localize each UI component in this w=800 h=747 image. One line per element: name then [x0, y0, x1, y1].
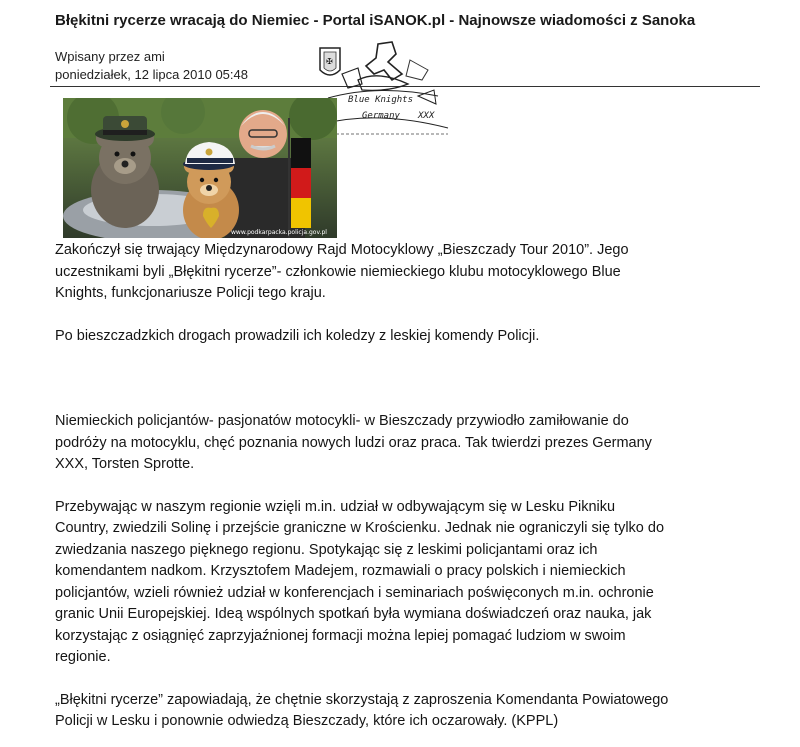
paragraph — [55, 411, 775, 476]
text-line: Przebywając w naszym regionie wzięli m.in. udział w odbywającym się w Lesku Pikniku — [55, 498, 616, 515]
author-line: Wpisany przez ami — [55, 49, 165, 64]
logo-line-3: XXX — [418, 111, 435, 121]
text-line: Knights, funkcjonariusze Policji tego kraju. — [55, 285, 326, 301]
paragraph — [55, 497, 775, 669]
text-line: Niemieckich policjantów- pasjonatów motocykli- w Bieszczady przywiodło zamiłowanie do — [55, 413, 629, 429]
text-line: korzystając z osiągnięć zaprzyjaźnionej formacji można lepiej pomagać ludziom w swoim — [55, 627, 626, 644]
text-line: policjantów, wzieli również udział w konferencjach i seminariach poświęconych m.in. ochronie — [55, 584, 654, 601]
logo-line-1: Blue Knights — [348, 95, 414, 105]
text-line: podróży na motocyklu, chęć poznania nowych ludzi oraz praca. Tak twierdzi prezes Germany — [55, 434, 652, 451]
text-line: regionie. — [55, 649, 111, 665]
svg-text:✠: ✠ — [326, 57, 333, 66]
paragraph — [55, 240, 775, 305]
text-line: Country, zwiedzili Solinę i przejście graniczne w Krościenku. Jednak nie ograniczyli się tylko do — [55, 520, 665, 536]
article-meta — [55, 48, 248, 84]
text-line: zwiedzania naszego pięknego regionu. Spotykając się z leskimi policjantami oraz ich — [55, 541, 598, 558]
text-line: „Błękitni rycerze” zapowiadają, że chętnie skorzystają z zaproszenia Komendanta Powiatowego — [55, 691, 669, 708]
text-line: Zakończył się trwający Międzynarodowy Rajd Motocyklowy „Bieszczady Tour 2010”. Jego — [55, 242, 629, 258]
logo-line-2: Germany — [362, 111, 400, 121]
paragraph — [55, 690, 775, 733]
article-photo — [63, 98, 337, 238]
text-line: XXX, Torsten Sprotte. — [55, 456, 195, 472]
text-line: komendantem nadkom. Krzysztofem Madejem, rozmawiali o pracy polskich i niemieckich — [55, 563, 626, 579]
article-body — [55, 240, 775, 733]
date-line: poniedziałek, 12 lipca 2010 05:48 — [55, 67, 248, 82]
text-line: granic Unii Europejskiej. Ideą wspólnych spotkań była wymiana doświadczeń oraz nauka, jak — [55, 606, 652, 622]
text-line: Po bieszczadzkich drogach prowadzili ich koledzy z leskiej komendy Policji. — [55, 327, 540, 344]
text-line: uczestnikami byli „Błękitni rycerze”- członkowie niemieckiego klubu motocyklowego Blue — [55, 263, 621, 280]
text-line: Policji w Lesku i ponownie odwiedzą Bieszczady, które ich oczarowały. (KPPL) — [55, 713, 559, 729]
paragraph — [55, 326, 775, 348]
page-title: Błękitni rycerze wracają do Niemiec - Portal iSANOK.pl - Najnowsze wiadomości z Sanoka — [55, 12, 696, 29]
photo-caption: www.podkarpacka.policja.gov.pl — [231, 229, 327, 236]
blue-knights-logo-icon — [318, 40, 452, 140]
